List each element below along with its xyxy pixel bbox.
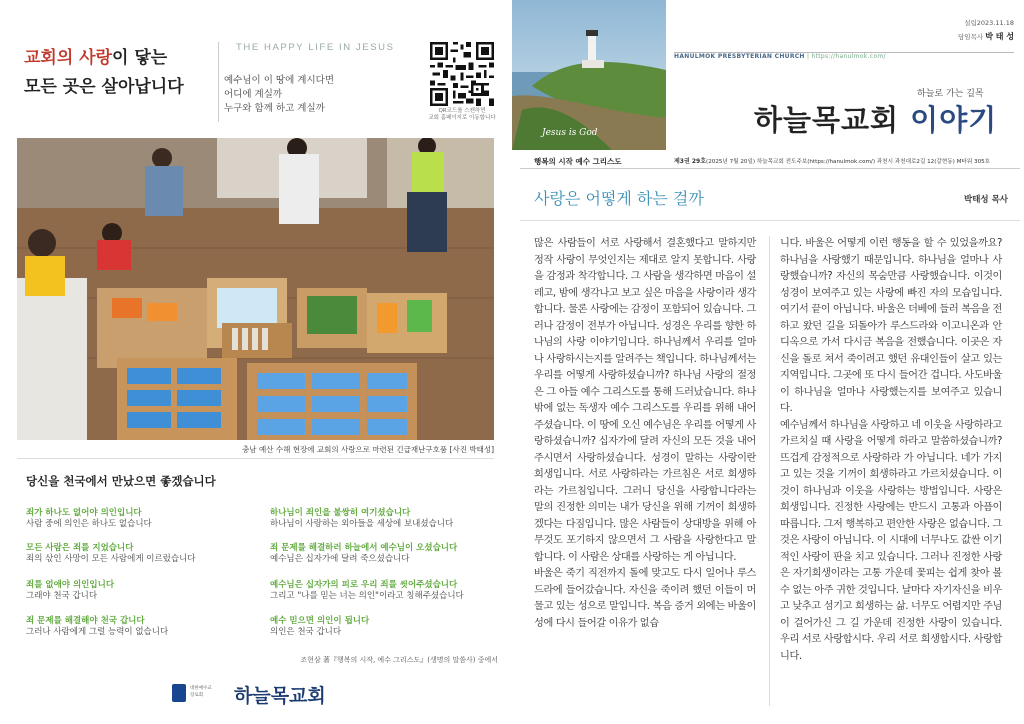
headline-highlight: 교회의 사랑: [24, 48, 113, 68]
article-author: 박태성 목사: [963, 195, 1008, 205]
qr-caption: [425, 108, 499, 122]
qr-code-icon[interactable]: [430, 42, 494, 106]
point-sub: 그래야 천국 갑니다: [26, 591, 98, 601]
pastor-line: [958, 30, 1014, 44]
photo-caption: 충남 예산 수해 현장에 교회의 사랑으로 마련된 긴급재난구호품 [사진 박태성]: [242, 445, 494, 454]
title-tail: 이야기: [899, 103, 998, 137]
right-page: [512, 0, 1024, 724]
logo-org-line: 장로회: [190, 693, 204, 698]
qr-caption-line: 교회 홈페이지로 이동합니다: [428, 115, 496, 121]
point-sub: 하나님이 사랑하는 외아들을 세상에 보내셨습니다: [270, 519, 454, 529]
point-sub: 예수님은 십자가에 달려 죽으셨습니다: [270, 554, 410, 564]
tagline: THE HAPPY LIFE IN JESUS: [236, 42, 395, 53]
point-heading: 죄가 하나도 없어야 의인입니다: [26, 508, 142, 518]
article-title: 사랑은 어떻게 하는 걸까: [534, 189, 704, 208]
column-divider: [769, 236, 770, 706]
header-divider: [218, 42, 219, 122]
point-sub: 죄의 삯인 사망이 모든 사람에게 이르렀습니다: [26, 554, 196, 564]
verse-line: 누구와 함께 하고 계실까: [224, 103, 325, 114]
relief-supplies-photo: [17, 138, 494, 440]
gospel-point: [26, 580, 256, 602]
photo-caption: 행복의 시작 예수 그리스도: [534, 157, 622, 166]
article-column-2: 니다. 바울은 어떻게 이런 행동을 할 수 있었을까요? 하나님을 사랑했기 때문입니다. 하나님을 얼마나 사랑했습니까? 자신의 목숨만큼 사랑했습니다. 이것이 성경이 보여주고 있는 사랑에 빠진 자의 모습입니다. 여기서 끝이 아닙니다. 바울은 더베에 들러 복음을 전하고 왔던 길을 되돌아가 루스드라와 이고니온과 안디옥으로 가서 다시금 복음을 전했습니다. 이곳은 자신을 돌로 쳐서 죽이려고 했던 유대인들이 살고 있는 지역입니다. 그곳에 또 다시 들어간 겁니다. 사도바울이 하나님을 얼마나 사랑했는지를 보여주고 있습니다. 예수님께서 하나님을 사랑하고 네 이웃을 사랑하라고 가르치실 때 사랑을 어떻게 하라고 말씀하셨습니까? 뜨겁게 감정적으로 사랑하라 가 아닙니다. 네가 가지고 있는 것을 기꺼이 희생하라고 가르치셨습니다. 이것이 하나님과 이웃을 사랑하는 방법입니다. 사랑은 희생입니다. 진정한 사랑에는 반드시 고통과 아픔이 따릅니다. 그저 행복하고 편안한 사랑은 없습니다. 그것은 사랑이 아닙니다. 이 시대에 너무나도 값싼 이기적인 사랑이 판을 치고 있습니다. 그러나 진정한 사랑은 자기희생이라는 고통 가운데 꽃피는 쉽게 찾아 볼 수 없는 아주 귀한 것입니다. 날마다 자기자신을 비우고 낮추고 섬기고 희생하는 삶. 너무도 어렵지만 주님이 걸어가신 그 길 가운데 진정한 사랑이 있습니다. 우리 서로 사랑합시다. 우리 서로 희생합시다. 사랑합니다.: [780, 238, 1002, 662]
point-sub: 그리고 "나를 믿는 너는 의인"이라고 칭해주셨습니다: [270, 591, 464, 601]
point-heading: 죄를 없애야 의인입니다: [26, 580, 115, 590]
gospel-point: [270, 580, 500, 602]
pastor-name: 박 태 성: [985, 32, 1014, 41]
point-heading: 예수님은 십자가의 피로 우리 죄를 씻어주셨습니다: [270, 580, 458, 590]
headline-line2: 모든 곳은 살아납니다: [24, 77, 184, 97]
title-main: 하늘목교회: [754, 103, 900, 137]
point-heading: 모든 사람은 죄를 지었습니다: [26, 543, 134, 553]
point-heading: 하나님이 죄인을 불쌍히 여기셨습니다: [270, 508, 411, 518]
qr-caption-line: QR코드를 스캔하면: [438, 108, 486, 114]
divider: [520, 220, 1020, 221]
logo-org-line: 대한예수교: [190, 686, 212, 691]
headline: [24, 44, 224, 102]
gospel-point: [270, 508, 500, 530]
point-heading: 죄 문제를 해결해야 천국 갑니다: [26, 616, 145, 626]
bulletin-title: [754, 98, 997, 139]
section-divider: [17, 458, 494, 459]
article-column-1: 많은 사람들이 서로 사랑해서 결혼했다고 말하지만 정작 사랑이 무엇인지는 제대로 알지 못합니다. 사랑을 감정과 착각합니다. 그 사람을 생각하면 마음이 설레고, 밤에 생각나고 보고 싶은 마음을 사랑이라 생각합니다. 물론 사랑에는 감정이 포함되어 있습니다. 그러나 감정이 전부가 아닙니다. 성경은 우리를 향한 하나님의 사랑 이야기입니다. 하나님께서 우리를 얼마나 사랑하시는지를 알려주는 책입니다. 하나님께서는 우리를 어떻게 사랑하셨습니까? 하나님 사랑의 절정은 그 아들 예수 그리스도를 통해 드러났습니다. 하나 밖에 없는 독생자 예수 그리스도를 우리를 위해 내어 주셨습니다. 이 땅에 오신 예수님은 우리를 어떻게 사랑하셨습니까? 십자가에 달려 자신의 모든 것을 내어 주시면서 사랑하셨습니다. 성경이 말하는 사랑이란 희생입니다. 서로 사랑하라는 가르침은 서로 희생하라는 가르침입니다. 그러니 당신을 사랑합니다라는 말의 진정한 의미는 내가 당신을 위해 기꺼이 희생하겠다는 다짐입니다. 많은 사람들이 상대방을 위해 아무것도 포기하지 않으면서 그 사람을 사랑한다고 말합니다. 이 사람은 상대를 사랑하는 게 아닙니다. 바울은 죽기 직전까지 돌에 맞고도 다시 일어나 루스드라에 들어갔습니다. 자신을 죽이려 했던 이들이 머물고 있는 성으로 말입니다. 복음 증거 외에는 바울이 성에 다시 들어갈 이유가 없습: [534, 238, 756, 629]
church-en-name: HANULMOK PRESBYTERIAN CHURCH: [674, 53, 805, 60]
gospel-point: [270, 543, 500, 565]
church-url[interactable]: https://hanulmok.com/: [811, 53, 886, 60]
issue-detail: (2025년 7월 20일) 하늘목교회 전도주보(https://hanulmok.com/) 과천시 과천대로2길 12(갈현동) M타워 305호: [706, 159, 991, 165]
wish-title: 당신을 천국에서 만났으면 좋겠습니다: [26, 474, 216, 488]
photo-overlay-text: Jesus is God: [542, 128, 598, 138]
source-note: 조현삼 著『행복의 시작, 예수 그리스도』(생명의 말씀사) 중에서: [300, 656, 498, 664]
pastor-label: 담임목사: [958, 33, 984, 41]
verse-line: 예수님이 이 땅에 계시다면: [224, 75, 335, 86]
issue-number: 제3권 29호: [674, 158, 707, 165]
founding-date: 설립2023.11.18: [964, 19, 1014, 27]
point-heading: 예수 믿으면 의인이 됩니다: [270, 616, 370, 626]
point-heading: 죄 문제를 해결하러 하늘에서 예수님이 오셨습니다: [270, 543, 458, 553]
point-sub: 의인은 천국 갑니다: [270, 627, 342, 637]
verse: [224, 74, 334, 116]
point-sub: 사람 중에 의인은 하나도 없습니다: [26, 519, 152, 529]
publication-info: [958, 17, 1014, 44]
logo-name: 하늘목교회: [234, 685, 326, 707]
verse-line: 어디에 계실까: [224, 89, 283, 100]
issue-info: [674, 156, 1020, 165]
gospel-point: [270, 616, 500, 638]
church-banner: HANULMOK PRESBYTERIAN CHURCH | https://hanulmok.com/: [674, 53, 886, 60]
headline-line1-rest: 이 닿는: [112, 48, 168, 68]
gospel-point: [26, 508, 256, 530]
church-logo-icon: [172, 684, 186, 702]
point-sub: 그러나 사람에게 그럴 능력이 없습니다: [26, 627, 169, 637]
divider: [520, 168, 1020, 169]
gospel-point: [26, 616, 256, 638]
subtitle: 하늘로 가는 길목: [917, 89, 984, 99]
logo-org: [190, 685, 220, 699]
gospel-point: [26, 543, 256, 565]
